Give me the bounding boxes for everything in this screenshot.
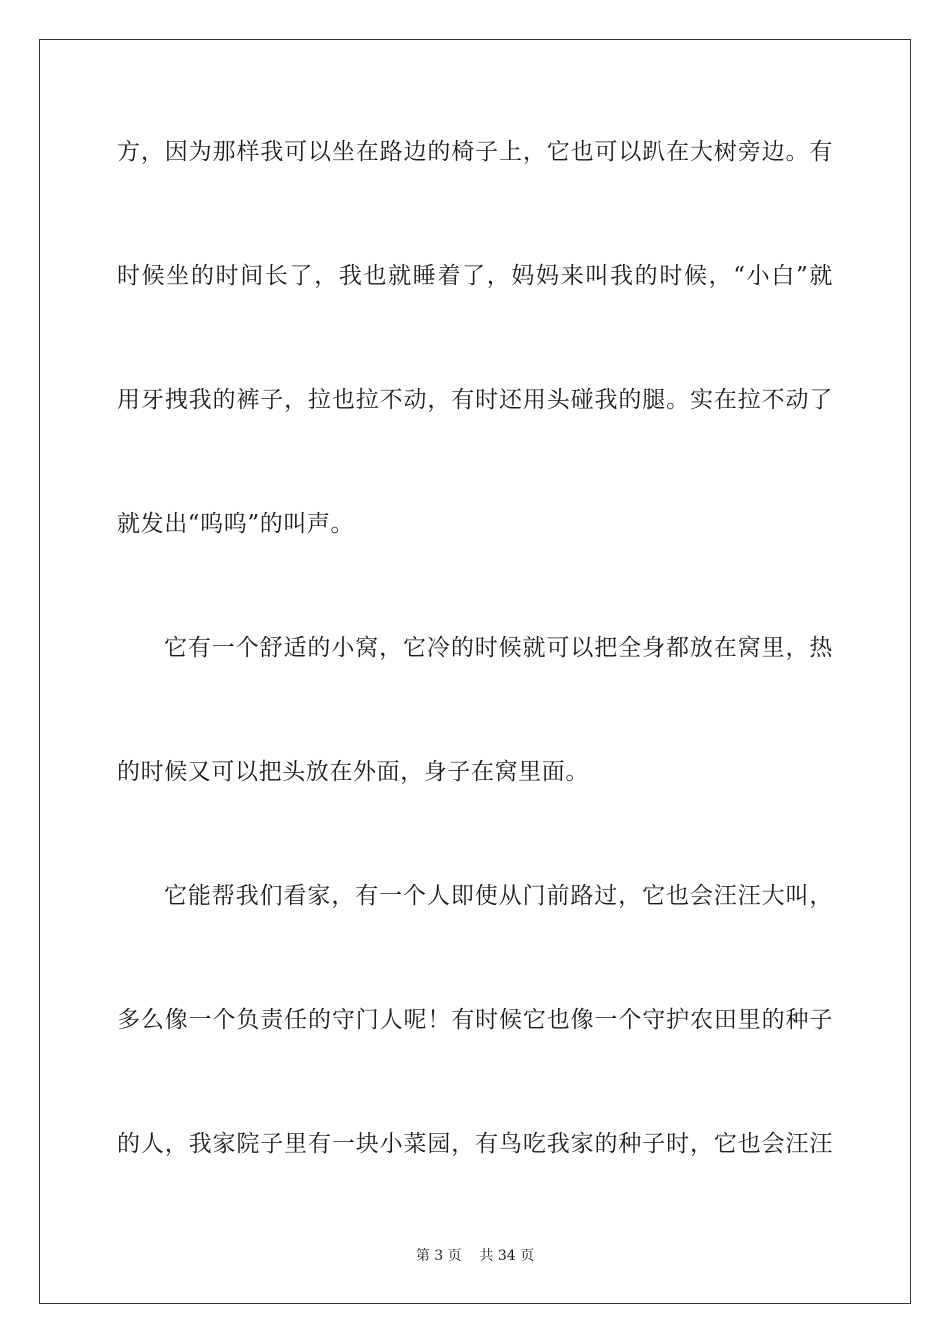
text-line: 的时候又可以把头放在外面，身子在窝里面。: [117, 759, 589, 785]
paragraph-first-line: 它能帮我们看家，有一个人即使从门前路过，它也会汪汪大叫，: [164, 883, 833, 909]
page-footer: 第 3 页 共 34 页: [415, 1248, 535, 1264]
text-line: 就发出“呜呜”的叫声。: [117, 511, 355, 537]
text-line: 的人，我家院子里有一块小菜园，有鸟吃我家的种子时，它也会汪汪: [117, 1131, 833, 1157]
text-line: 多么像一个负责任的守门人呢！有时候它也像一个守护农田里的种子: [117, 1007, 833, 1033]
paragraph-first-line: 它有一个舒适的小窝，它冷的时候就可以把全身都放在窝里，热: [164, 635, 833, 661]
page-border: [39, 39, 911, 1304]
text-line: 时候坐的时间长了，我也就睡着了，妈妈来叫我的时候，“小白”就: [117, 263, 833, 289]
text-line: 方，因为那样我可以坐在路边的椅子上，它也可以趴在大树旁边。有: [117, 139, 833, 165]
text-line: 用牙拽我的裤子，拉也拉不动，有时还用头碰我的腿。实在拉不动了: [117, 387, 833, 413]
